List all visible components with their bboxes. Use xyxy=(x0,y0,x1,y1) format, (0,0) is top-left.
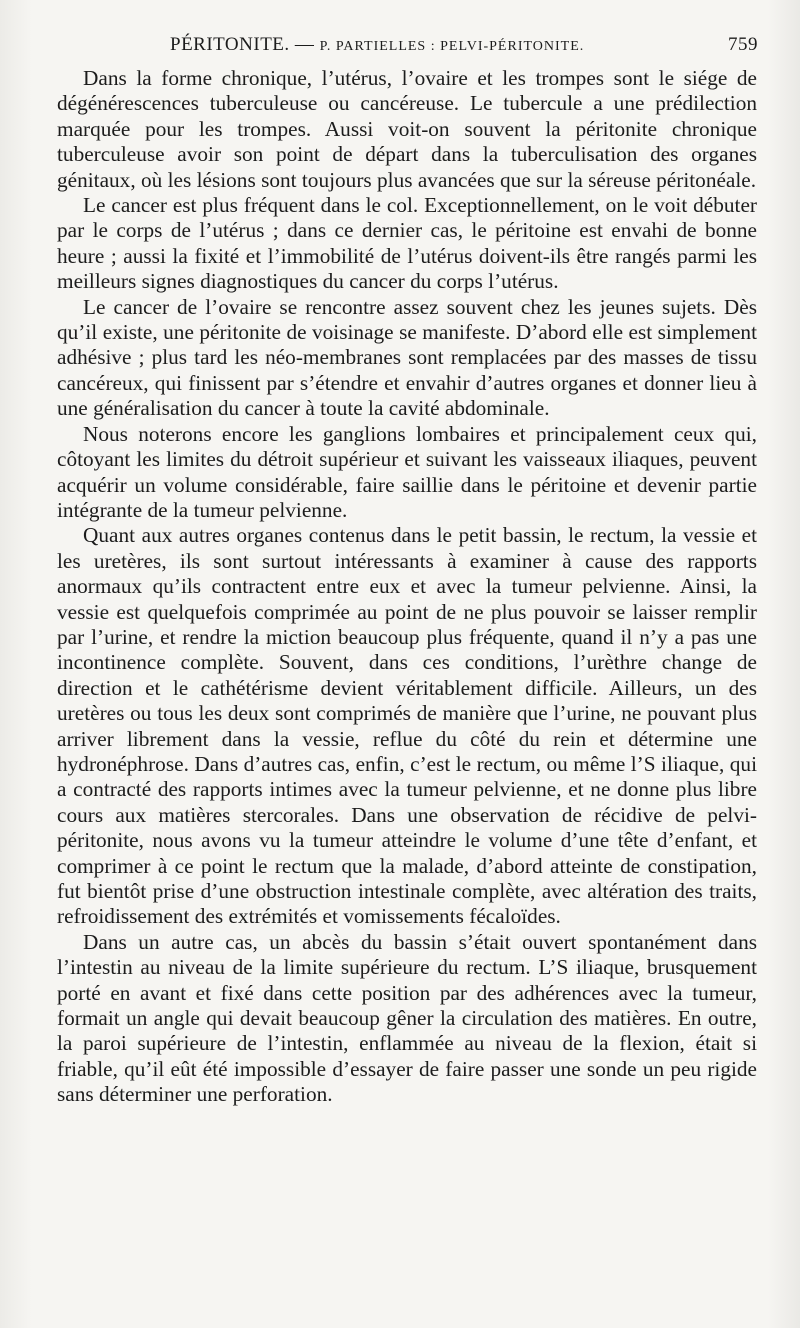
paragraph-6: Dans un autre cas, un abcès du bassin s’était ouvert spontanément dans l’intestin au niveau de la limite supérieure du rectum. L’S iliaque, brusquement porté en avant et fixé dans cette position par des adhérences avec la tumeur, formait un angle qui devait beaucoup gêner la circulation des matières. En outre, la paroi supérieure de l’intestin, enflammée au niveau de la flexion, était si friable, qu’il eût été impossible d’essayer de faire passer une sonde un peu rigide sans déterminer une perforation. xyxy=(57,929,757,1107)
header-dash: — xyxy=(294,34,315,55)
paragraph-4: Nous noterons encore les ganglions lombaires et principalement ceux qui, côtoyant les limites du détroit supérieur et suivant les vaisseaux iliaques, peuvent acquérir un volume considérable, faire saillie dans le péritoine et devenir partie intégrante de la tumeur pelvienne. xyxy=(57,421,757,522)
running-header xyxy=(60,34,760,58)
paragraph-3: Le cancer de l’ovaire se rencontre assez souvent chez les jeunes sujets. Dès qu’il existe, une péritonite de voisinage se manifeste. D’abord elle est simplement adhésive ; plus tard les néo-membranes sont remplacées par des masses de tissu cancéreux, qui finissent par s’étendre et envahir d’autres organes et donner lieu à une généralisation du cancer à toute la cavité abdominale. xyxy=(57,294,757,421)
paragraph-2: Le cancer est plus fréquent dans le col. Exceptionnellement, on le voit débuter par le corps de l’utérus ; dans ce dernier cas, le péritoine est envahi de bonne heure ; aussi la fixité et l’immobilité de l’utérus doivent-ils être rangés parmi les meilleurs signes diagnostiques du cancer du corps l’utérus. xyxy=(57,193,757,294)
running-title xyxy=(170,34,584,56)
paragraph-5: Quant aux autres organes contenus dans le petit bassin, le rectum, la vessie et les uretères, ils sont surtout intéressants à examiner à cause des rapports anormaux qu’ils contractent entre eux et avec la tumeur pelvienne. Ainsi, la vessie est quelquefois comprimée au point de ne plus pouvoir se laisser remplir par l’urine, et rendre la miction beaucoup plus fréquente, quand il n’y a pas une incontinence complète. Souvent, dans ces conditions, l’urèthre change de direction et le cathétérisme devient véritablement difficile. Ailleurs, un des uretères ou tous les deux sont comprimés de manière que l’urine, ne pouvant plus arriver librement dans la vessie, reflue du côté du rein et détermine une hydronéphrose. Dans d’autres cas, enfin, c’est le rectum, ou même l’S iliaque, qui a contracté des rapports intimes avec la tumeur pelvienne, et ne donne plus libre cours aux matières stercorales. Dans une observation de récidive de pelvi-péritonite, nous avons vu la tumeur atteindre le volume d’une tête d’enfant, et comprimer à ce point le rectum que la malade, d’abord atteinte de constipation, fut bientôt prise d’une obstruction intestinale complète, avec altération des traits, refroidissement des extrémités et vomissements fécaloïdes. xyxy=(57,523,757,929)
header-title: PÉRITONITE. xyxy=(170,34,290,55)
page-number: 759 xyxy=(728,34,758,55)
header-subtitle: P. PARTIELLES : PELVI-PÉRITONITE. xyxy=(319,39,585,54)
paragraph-1: Dans la forme chronique, l’utérus, l’ovaire et les trompes sont le siége de dégénérescences tuberculeuse ou cancéreuse. Le tubercule a une prédilection marquée pour les trompes. Aussi voit-on souvent la péritonite chronique tuberculeuse avoir son point de départ dans la tuberculisation des organes génitaux, où les lésions sont toujours plus avancées que sur la séreuse péritonéale. xyxy=(57,66,757,192)
page-body xyxy=(57,66,757,1108)
